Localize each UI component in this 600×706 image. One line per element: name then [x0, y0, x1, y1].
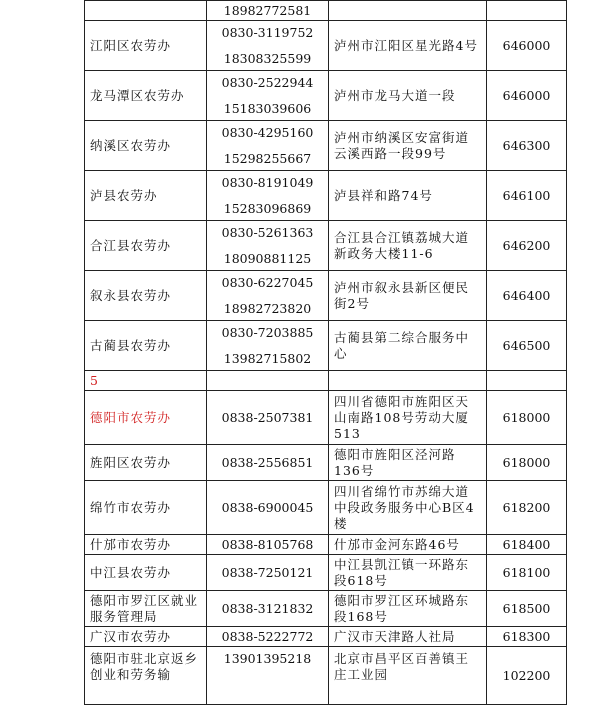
office-name: 绵竹市农劳办: [85, 481, 207, 535]
section-row: [85, 371, 567, 391]
table-row: [85, 271, 567, 321]
office-name: 江阳区农劳办: [85, 21, 207, 71]
postal-code: 646400: [487, 271, 567, 321]
table-row: [85, 591, 567, 627]
phone: 0838-7250121: [207, 555, 329, 591]
postal-code: 618000: [487, 445, 567, 481]
office-name: 古蔺县农劳办: [85, 321, 207, 371]
table-row: [85, 71, 567, 121]
table-row: [85, 627, 567, 647]
office-name: 龙马潭区农劳办: [85, 71, 207, 121]
phone: 0838-6900045: [207, 481, 329, 535]
postal-code: 646200: [487, 221, 567, 271]
address: 泸州市纳溪区安富街道云溪西路一段99号: [329, 121, 487, 171]
address: 四川省绵竹市苏绵大道中段政务服务中心B区4楼: [329, 481, 487, 535]
postal-code: 618300: [487, 627, 567, 647]
postal-code: 618000: [487, 391, 567, 445]
phone: 0830-5261363 18090881125: [207, 221, 329, 271]
postal-code: 646500: [487, 321, 567, 371]
table-row: [85, 21, 567, 71]
office-name: 广汉市农劳办: [85, 627, 207, 647]
table-row: [85, 171, 567, 221]
table-row: [85, 481, 567, 535]
table-row: [85, 535, 567, 555]
postal-code: 102200: [487, 647, 567, 705]
address: 德阳市罗江区环城路东段168号: [329, 591, 487, 627]
office-name: 旌阳区农劳办: [85, 445, 207, 481]
table-row: [85, 321, 567, 371]
office-name: 中江县农劳办: [85, 555, 207, 591]
phone: 18982772581: [207, 1, 329, 21]
phone: 0838-2556851: [207, 445, 329, 481]
address: 德阳市旌阳区泾河路136号: [329, 445, 487, 481]
postal-code: 646000: [487, 71, 567, 121]
office-name: 合江县农劳办: [85, 221, 207, 271]
postal-code: 618500: [487, 591, 567, 627]
office-name: 德阳市农劳办: [85, 391, 207, 445]
office-name: 德阳市驻北京返乡创业和劳务输: [85, 647, 207, 705]
section-number: 5: [85, 371, 207, 391]
postal-code: 618200: [487, 481, 567, 535]
phone: 0838-5222772: [207, 627, 329, 647]
postal-code: 646100: [487, 171, 567, 221]
phone: 0838-8105768: [207, 535, 329, 555]
office-name: 纳溪区农劳办: [85, 121, 207, 171]
address: 合江县合江镇荔城大道新政务大楼11-6: [329, 221, 487, 271]
address: 泸州市龙马大道一段: [329, 71, 487, 121]
postal-code: 646300: [487, 121, 567, 171]
table-row: [85, 647, 567, 705]
address: 泸州市江阳区星光路4号: [329, 21, 487, 71]
address: [329, 1, 487, 21]
address: 什邡市金河东路46号: [329, 535, 487, 555]
table-row: [85, 445, 567, 481]
phone: 13901395218: [207, 647, 329, 705]
address: 北京市昌平区百善镇王庄工业园: [329, 647, 487, 705]
phone: 0838-3121832: [207, 591, 329, 627]
phone: 0830-6227045 18982723820: [207, 271, 329, 321]
address: 泸县祥和路74号: [329, 171, 487, 221]
table-row: [85, 121, 567, 171]
office-name: [85, 1, 207, 21]
table-row: [85, 1, 567, 21]
phone: 0838-2507381: [207, 391, 329, 445]
office-name: 德阳市罗江区就业服务管理局: [85, 591, 207, 627]
phone: 0830-7203885 13982715802: [207, 321, 329, 371]
phone: 0830-4295160 15298255667: [207, 121, 329, 171]
postal-code: 646000: [487, 21, 567, 71]
phone: 0830-3119752 18308325599: [207, 21, 329, 71]
table-row: [85, 391, 567, 445]
address: 古蔺县第二综合服务中心: [329, 321, 487, 371]
address: 四川省德阳市旌阳区天山南路108号劳动大厦513: [329, 391, 487, 445]
office-name: 叙永县农劳办: [85, 271, 207, 321]
phone: 0830-8191049 15283096869: [207, 171, 329, 221]
postal-code: [487, 1, 567, 21]
address: 泸州市叙永县新区便民街2号: [329, 271, 487, 321]
table-row: [85, 221, 567, 271]
office-name: 泸县农劳办: [85, 171, 207, 221]
office-name: 什邡市农劳办: [85, 535, 207, 555]
postal-code: 618400: [487, 535, 567, 555]
office-directory-table: [84, 0, 567, 705]
address: 广汉市天津路人社局: [329, 627, 487, 647]
address: 中江县凯江镇一环路东段618号: [329, 555, 487, 591]
table-row: [85, 555, 567, 591]
postal-code: 618100: [487, 555, 567, 591]
phone: 0830-2522944 15183039606: [207, 71, 329, 121]
